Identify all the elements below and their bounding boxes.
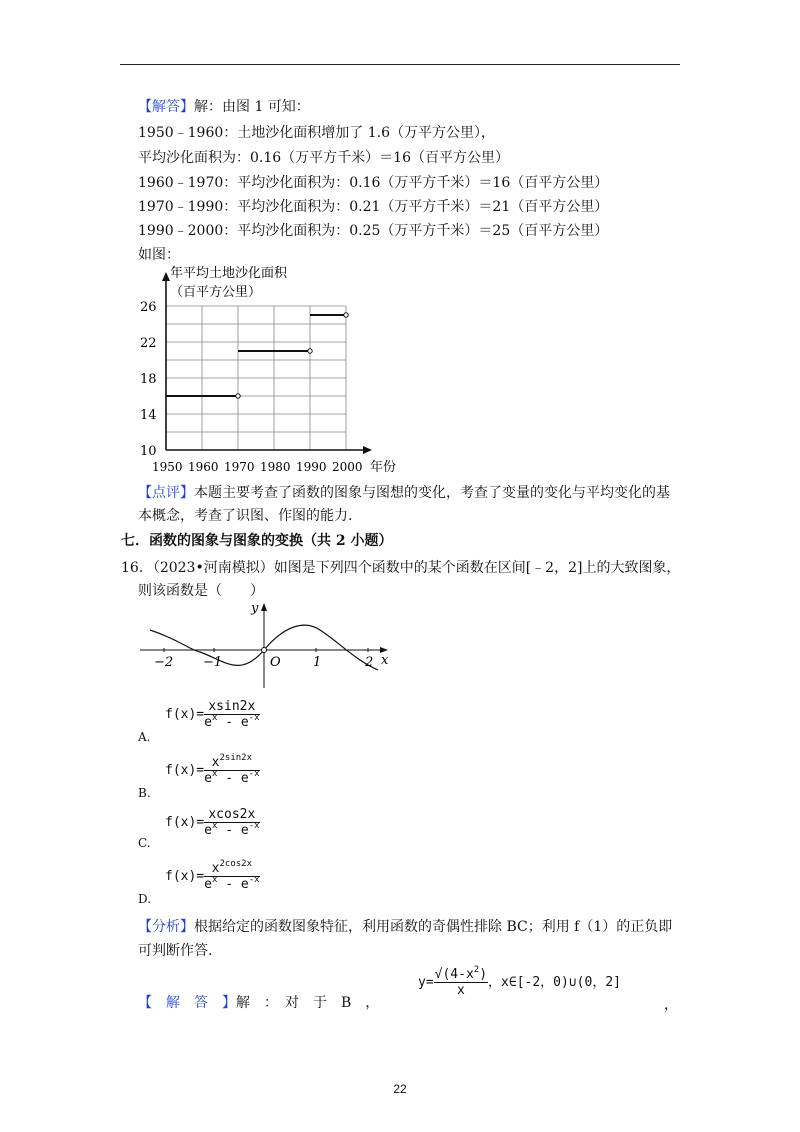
formula-lhs: y= [418, 975, 434, 990]
function-graph [130, 598, 400, 693]
answer-line [138, 992, 379, 1012]
formula-lhs: f(x)= [165, 763, 205, 778]
y-axis-arrow [162, 272, 170, 281]
option-numerator: xcos2x [204, 808, 259, 823]
option-c-label[interactable]: C. [138, 836, 151, 850]
x-tick-label: 2000 [332, 460, 363, 474]
answer-formula-denominator: x [456, 983, 465, 998]
comment-text: 本题主要考查了函数的图象与图想的变化，考查了变量的变化与平均变化的基 [194, 485, 670, 501]
chart-ylabel-line1: 年平均土地沙化面积 [170, 266, 288, 281]
answer-text: 解 ： 对 于 B ， [236, 995, 380, 1011]
answer-end-comma: ， [664, 997, 678, 1013]
formula-lhs: f(x)= [165, 869, 205, 884]
formula-lhs: f(x)= [165, 707, 205, 722]
question-stem-line-2: 则该函数是（ ） [138, 583, 264, 599]
answer-line: 1950﹣1960：土地沙化面积增加了 1.6（万平方公里）， [138, 125, 495, 141]
y-tick-label: 14 [140, 408, 157, 423]
option-numerator: $x^{2cos2x}$ [204, 862, 259, 877]
option-denominator: $e^x - e^{-x}$ [204, 713, 260, 730]
analysis-tag: 【分析】 [138, 919, 194, 935]
segment-end-point [308, 349, 312, 353]
answer-line: 1960﹣1970：平均沙化面积为：0.16（万平方千米）＝16（百平方公里） [138, 175, 609, 191]
option-numerator: $x^{2sin2x}$ [204, 756, 259, 771]
option-d-formula[interactable] [165, 859, 260, 892]
y-tick-label: 22 [140, 336, 157, 351]
answer-intro: 解：由图 1 可知： [194, 99, 310, 115]
chart-tick-labels [140, 300, 363, 474]
answer-tag: 【 解 答 】 [138, 995, 236, 1011]
answer-line: 1970﹣1990：平均沙化面积为：0.21（万平方千米）＝21（百平方公里） [138, 199, 609, 215]
segment-end-point [236, 394, 240, 398]
x-tick-label: −1 [203, 655, 223, 670]
chart-series [166, 313, 348, 398]
option-denominator: $e^x - e^{-x}$ [204, 875, 260, 892]
answer-domain: ，x∈[-2，0)∪(0，2] [488, 975, 621, 990]
option-a-label[interactable]: A. [138, 730, 151, 744]
option-a-formula[interactable] [165, 700, 260, 729]
desertification-chart [130, 262, 410, 477]
option-c-formula[interactable] [165, 808, 260, 837]
x-tick-label: 1960 [188, 460, 219, 474]
x-axis-label: x [381, 653, 389, 668]
comment-line-1 [138, 482, 670, 502]
option-b-formula[interactable] [165, 753, 260, 786]
comment-line-2: 本概念，考查了识图、作图的能力. [138, 508, 353, 524]
comment-tag: 【点评】 [138, 485, 194, 501]
origin-open-point [262, 648, 267, 653]
answer-formula [418, 965, 621, 998]
x-tick-label: 1990 [296, 460, 327, 474]
chart-xlabel: 年份 [370, 460, 397, 475]
y-axis-arrow [261, 603, 267, 611]
analysis-text: 根据给定的函数图象特征，利用函数的奇偶性排除 BC；利用 f（1）的正负即 [194, 919, 673, 935]
answer-line: 平均沙化面积为：0.16（万平方千米）＝16（百平方公里） [138, 150, 509, 166]
option-numerator: xsin2x [204, 700, 259, 715]
x-axis-arrow [363, 446, 372, 454]
x-tick-label: 1950 [152, 460, 183, 474]
answer-line: 1990﹣2000：平均沙化面积为：0.25（万平方千米）＝25（百平方公里） [138, 223, 609, 239]
section-title: 七．函数的图象与图象的变换（共 2 小题） [121, 533, 393, 549]
answer-tag: 【解答】 [138, 99, 194, 115]
analysis-line-1 [138, 916, 672, 936]
chart-ylabel-line2: （百平方公里） [170, 285, 262, 300]
y-tick-label: 18 [140, 372, 157, 387]
analysis-line-2: 可判断作答. [138, 943, 213, 959]
option-denominator: $e^x - e^{-x}$ [204, 821, 260, 838]
answer-formula-numerator: $√(4-x^2)$ [434, 965, 488, 982]
y-tick-label: 10 [140, 444, 157, 459]
y-axis-label: y [251, 601, 259, 616]
x-tick-label: 1980 [260, 460, 291, 474]
answer-line: 如图： [138, 247, 180, 263]
x-tick-label: −2 [154, 655, 174, 670]
header-rule [120, 64, 680, 65]
y-tick-label: 26 [140, 300, 157, 315]
option-d-label[interactable]: D. [138, 892, 152, 906]
x-tick-label: 1 [313, 655, 322, 670]
segment-end-point [344, 313, 348, 317]
formula-lhs: f(x)= [165, 815, 205, 830]
x-tick-label: 1970 [224, 460, 255, 474]
chart-grid [166, 306, 346, 450]
x-tick-label: 2 [365, 655, 374, 670]
option-b-label[interactable]: B. [138, 786, 151, 800]
answer-heading [138, 96, 310, 116]
page-number: 22 [393, 1082, 407, 1096]
question-stem-line-1: 16．（2023•河南模拟）如图是下列四个函数中的某个函数在区间[﹣2，2]上的大致图象， [121, 560, 681, 576]
origin-label: O [270, 655, 281, 670]
option-denominator: $e^x - e^{-x}$ [204, 769, 260, 786]
